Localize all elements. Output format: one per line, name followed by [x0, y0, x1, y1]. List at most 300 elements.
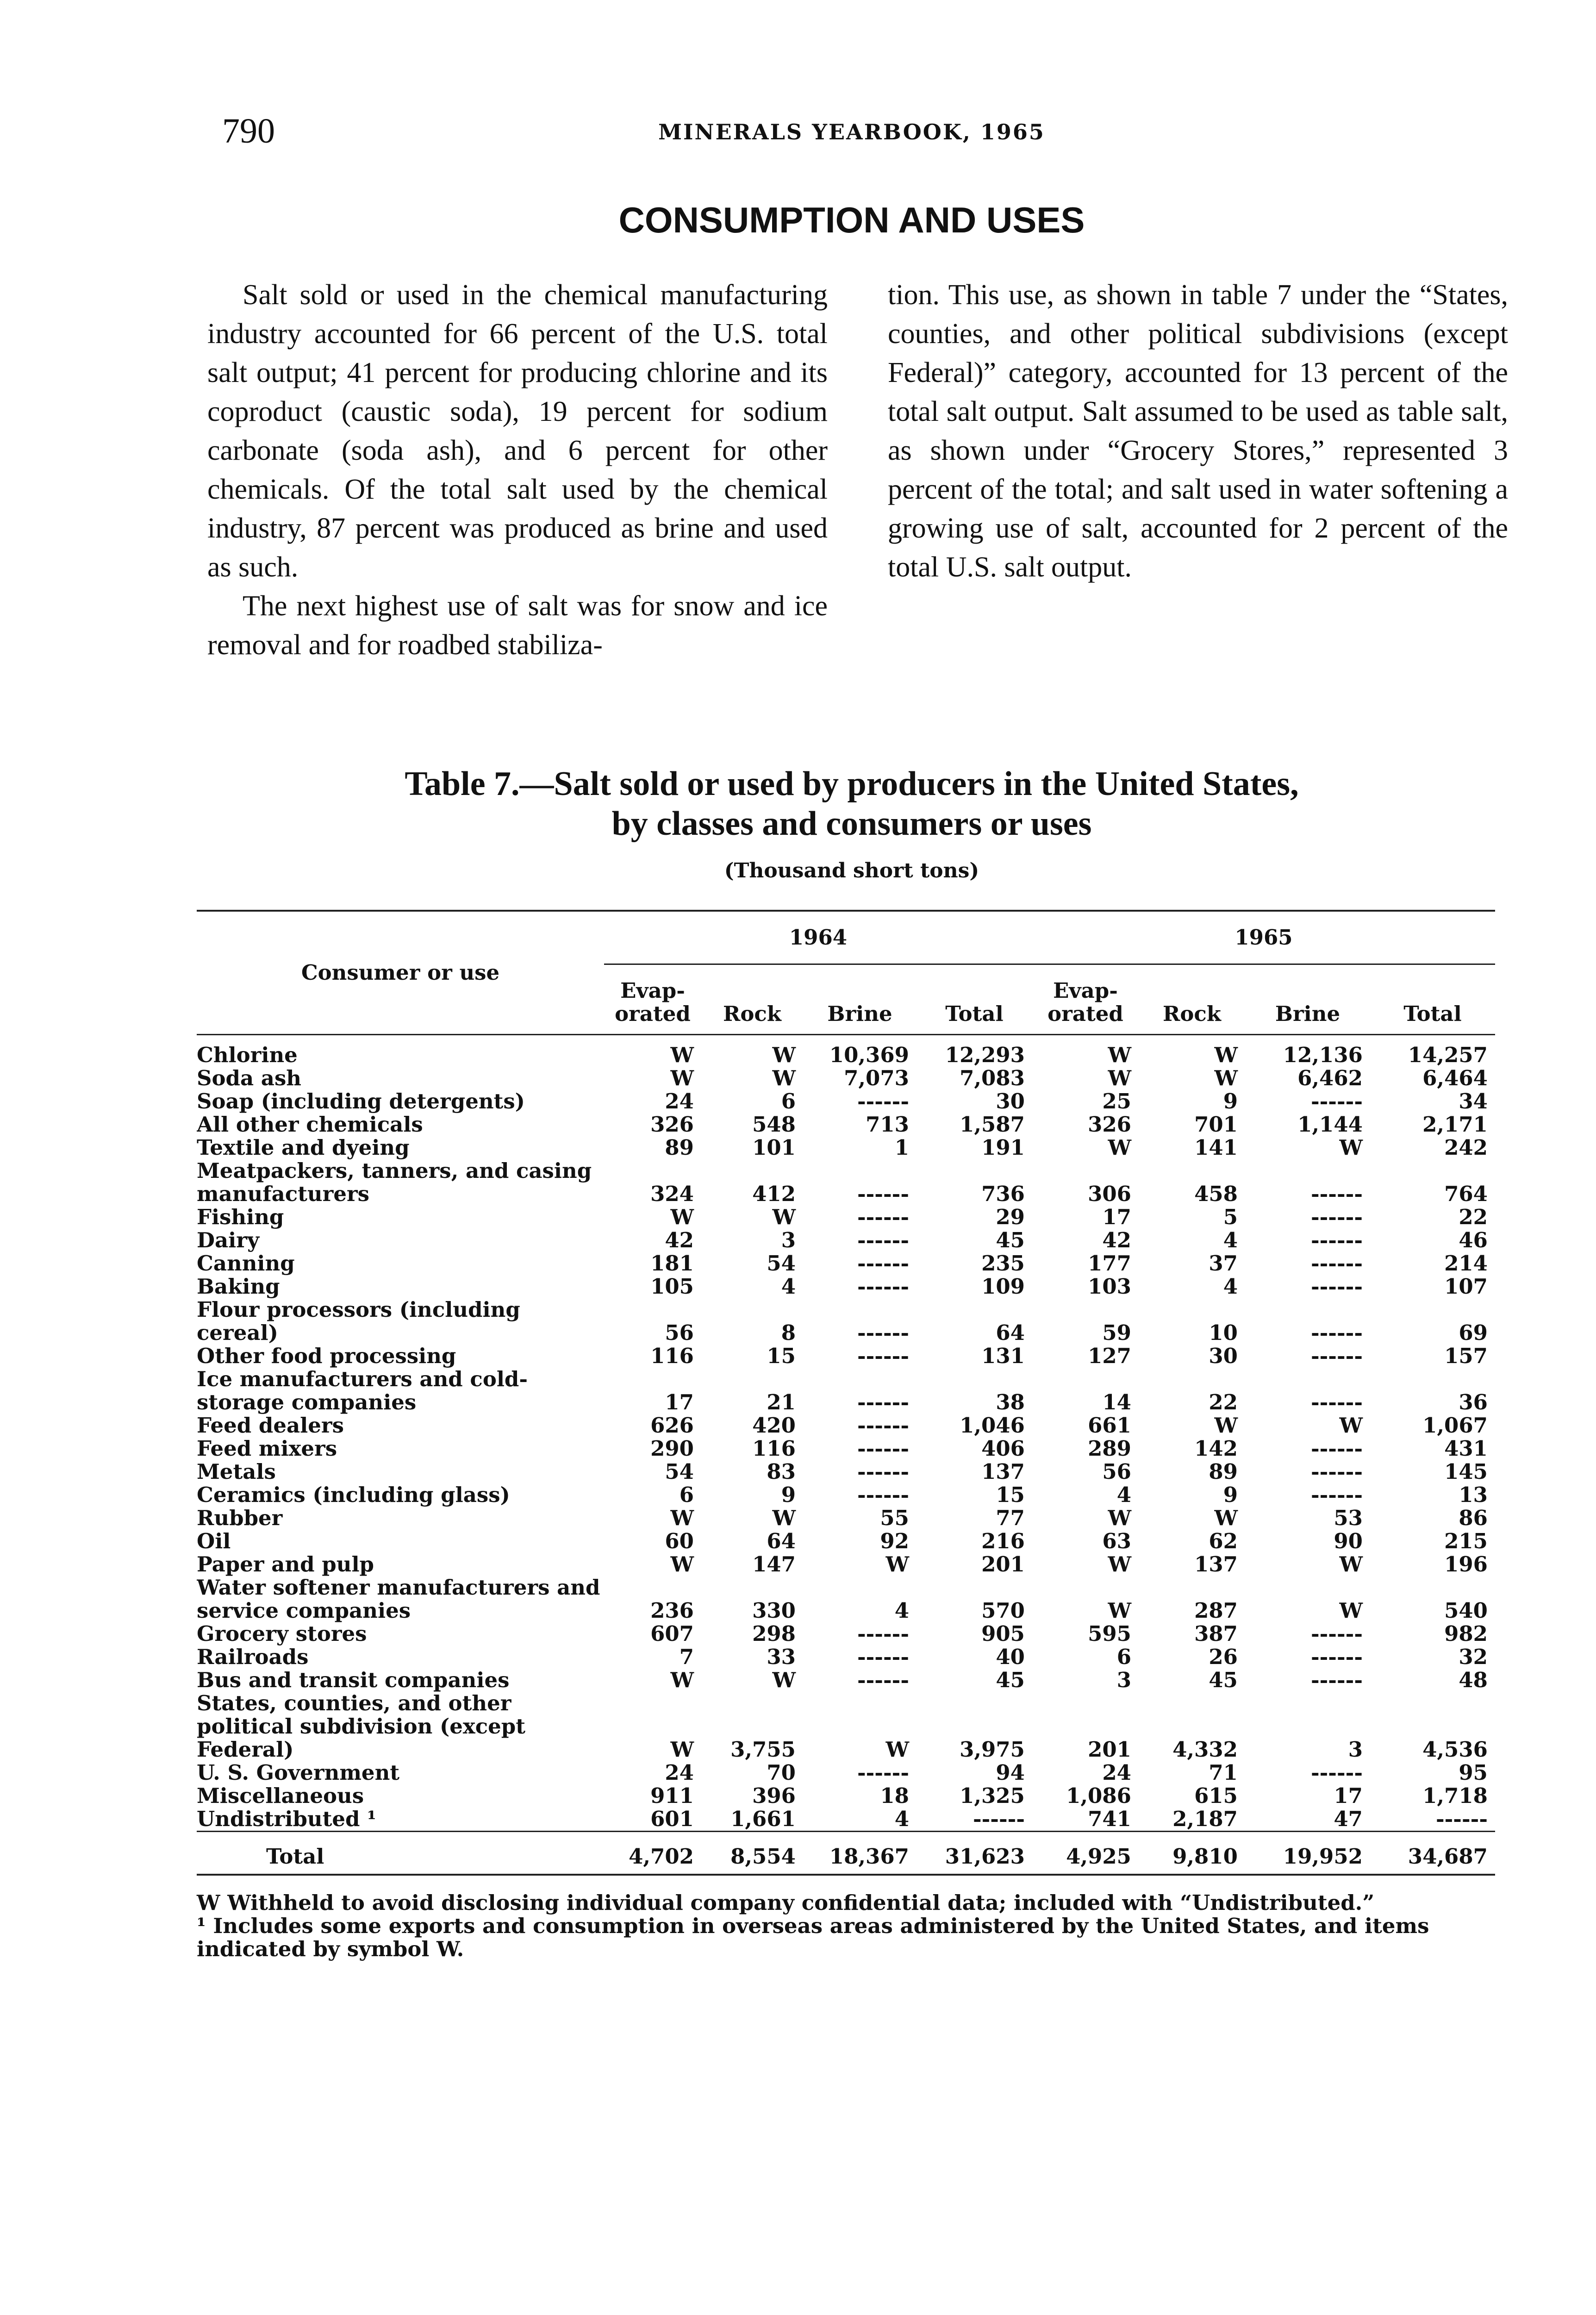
table-row — [197, 1808, 1495, 1832]
table-cell: W — [772, 1506, 796, 1530]
table-cell: 56 — [1102, 1459, 1131, 1484]
table-cell: 216 — [981, 1529, 1025, 1553]
table-cell: 18 — [880, 1783, 909, 1808]
table-cell: 982 — [1444, 1621, 1488, 1646]
table-cell: 3,755 — [730, 1737, 796, 1762]
column-header: Rock — [1139, 964, 1245, 1035]
table-cell: 14 — [1102, 1390, 1131, 1414]
footnote-w: W Withheld to avoid disclosing individual company confidential data; included with “Undistributed.” — [197, 1890, 1375, 1915]
paragraph: tion. This use, as shown in table 7 under the “States, counties, and other political subdivisions (except Federal)” category, accounted for 13 percent of the total salt output. Salt assumed to be used as table salt, as shown under “Grocery Stores,” represented 3 percent of the total; and salt used in water softening a growing use of salt, accounted for 2 percent of the total U.S. salt output. — [888, 279, 1508, 583]
table-cell: 90 — [1334, 1529, 1363, 1553]
table-cell: 4 — [894, 1807, 909, 1831]
table-cell: 701 — [1194, 1112, 1238, 1137]
table-cell: 141 — [1194, 1135, 1238, 1160]
table-cell: 741 — [1088, 1807, 1131, 1831]
column-header: Total — [1370, 964, 1495, 1035]
total-cell: 34,687 — [1370, 1832, 1495, 1875]
page-header — [204, 111, 1500, 157]
table-row — [197, 1113, 1495, 1136]
table-row — [197, 1136, 1495, 1159]
table-cell: 1,067 — [1422, 1413, 1488, 1438]
table-cell: 387 — [1194, 1621, 1238, 1646]
table-cell: ------ — [857, 1205, 909, 1229]
page-number: 790 — [222, 112, 275, 150]
total-cell: 8,554 — [701, 1832, 803, 1875]
row-label: Baking — [197, 1275, 280, 1298]
table-cell: 2,187 — [1172, 1807, 1238, 1831]
table-cell: 69 — [1459, 1320, 1488, 1345]
table-cell: 33 — [767, 1645, 796, 1669]
table-cell: 38 — [996, 1390, 1025, 1414]
total-cell: 19,952 — [1245, 1832, 1370, 1875]
table-cell: W — [670, 1552, 694, 1577]
table-cell: 298 — [752, 1621, 796, 1646]
table-cell: W — [670, 1066, 694, 1090]
table-cell: ------ — [857, 1390, 909, 1414]
column-header: Evap- orated — [1032, 964, 1139, 1035]
table-cell: W — [1214, 1043, 1238, 1067]
year-header-1964: 1964 — [604, 911, 1032, 964]
table-cell: ------ — [1310, 1760, 1363, 1785]
table-cell: 62 — [1209, 1529, 1238, 1553]
table-cell: W — [1214, 1413, 1238, 1438]
table-cell: W — [670, 1737, 694, 1762]
table-cell: 12,293 — [945, 1043, 1025, 1067]
table-cell: ------ — [857, 1228, 909, 1252]
section-title: CONSUMPTION AND USES — [618, 200, 1085, 240]
row-label: Chlorine — [197, 1043, 298, 1067]
table-cell: 56 — [665, 1320, 694, 1345]
table-cell: 21 — [767, 1390, 796, 1414]
table-cell: 540 — [1444, 1598, 1488, 1623]
table-cell: 64 — [767, 1529, 796, 1553]
row-label: Feed dealers — [197, 1414, 344, 1437]
table-cell: 235 — [981, 1251, 1025, 1276]
table-row — [197, 1507, 1495, 1530]
table-row — [197, 1206, 1495, 1229]
table-cell: 89 — [665, 1135, 694, 1160]
row-label: Meatpackers, tanners, and casing manufacturers — [197, 1159, 592, 1206]
table-cell: 626 — [650, 1413, 694, 1438]
table-cell: 94 — [996, 1760, 1025, 1785]
table-cell: W — [1214, 1506, 1238, 1530]
body-text — [207, 275, 1508, 664]
left-column — [207, 275, 828, 664]
table-cell: W — [772, 1066, 796, 1090]
table-cell: 116 — [650, 1344, 694, 1368]
table-body — [197, 1035, 1495, 1832]
table-cell: W — [772, 1043, 796, 1067]
table-row — [197, 1576, 1495, 1622]
table-cell: 326 — [650, 1112, 694, 1137]
table-cell: 60 — [665, 1529, 694, 1553]
table-cell: ------ — [1310, 1089, 1363, 1114]
table-cell: 7,073 — [844, 1066, 909, 1090]
table-cell: 42 — [1102, 1228, 1131, 1252]
table-cell: W — [1108, 1043, 1131, 1067]
column-header: Evap- orated — [604, 964, 701, 1035]
year-header-1965: 1965 — [1032, 911, 1495, 964]
table-cell: 63 — [1102, 1529, 1131, 1553]
table-cell: 177 — [1088, 1251, 1131, 1276]
row-label: Rubber — [197, 1507, 283, 1530]
table-cell: ------ — [1310, 1483, 1363, 1507]
table-cell: 6 — [781, 1089, 796, 1114]
table-cell: 1,325 — [960, 1783, 1025, 1808]
table-cell: ------ — [1310, 1645, 1363, 1669]
table-cell: ------ — [1310, 1344, 1363, 1368]
table-cell: 12,136 — [1283, 1043, 1363, 1067]
row-label: Ice manufacturers and cold-storage companies — [197, 1368, 528, 1414]
table-cell: 396 — [752, 1783, 796, 1808]
row-label: Canning — [197, 1252, 295, 1275]
table-cell: 6 — [679, 1483, 694, 1507]
row-label: Feed mixers — [197, 1437, 337, 1460]
table-row — [197, 1229, 1495, 1252]
table-cell: 607 — [650, 1621, 694, 1646]
table-cell: 420 — [752, 1413, 796, 1438]
table-cell: W — [1339, 1135, 1363, 1160]
row-label: Soap (including detergents) — [197, 1090, 525, 1113]
row-label: Textile and dyeing — [197, 1136, 410, 1159]
table-cell: 4,536 — [1422, 1737, 1488, 1762]
table-cell: 22 — [1459, 1205, 1488, 1229]
table-cell: ------ — [1310, 1621, 1363, 1646]
table-cell: 9 — [1223, 1483, 1238, 1507]
table-cell: ------ — [1310, 1205, 1363, 1229]
year-header-row — [197, 911, 1495, 964]
table-cell: 905 — [981, 1621, 1025, 1646]
table-cell: ------ — [1310, 1436, 1363, 1461]
table-cell: W — [1108, 1066, 1131, 1090]
table-cell: 1,144 — [1297, 1112, 1363, 1137]
row-label: Railroads — [197, 1646, 309, 1669]
total-label: Total — [197, 1832, 604, 1875]
table-cell: 14,257 — [1408, 1043, 1488, 1067]
table-cell: 431 — [1444, 1436, 1488, 1461]
table-cell: 47 — [1334, 1807, 1363, 1831]
table-cell: 290 — [650, 1436, 694, 1461]
table-cell: 330 — [752, 1598, 796, 1623]
table-cell: ------ — [1435, 1807, 1488, 1831]
table-cell: 109 — [981, 1274, 1025, 1299]
row-label: Other food processing — [197, 1345, 456, 1368]
consumer-or-use-header: Consumer or use — [197, 911, 604, 1035]
table-cell: ------ — [857, 1251, 909, 1276]
table-cell: 201 — [981, 1552, 1025, 1577]
table-cell: 42 — [665, 1228, 694, 1252]
table-cell: 8 — [781, 1320, 796, 1345]
table-cell: 4 — [894, 1598, 909, 1623]
table-cell: W — [1339, 1598, 1363, 1623]
table-cell: 214 — [1444, 1251, 1488, 1276]
table-cell: ------ — [857, 1436, 909, 1461]
table-cell: W — [885, 1552, 909, 1577]
table-cell: 13 — [1459, 1483, 1488, 1507]
table-cell: 236 — [650, 1598, 694, 1623]
table-cell: 101 — [752, 1135, 796, 1160]
table-cell: 17 — [665, 1390, 694, 1414]
table-row — [197, 1252, 1495, 1275]
table-cell: ------ — [973, 1807, 1025, 1831]
row-label: U. S. Government — [197, 1761, 400, 1784]
table-cell: 71 — [1209, 1760, 1238, 1785]
table-cell: 15 — [996, 1483, 1025, 1507]
table-row — [197, 1298, 1495, 1345]
table-cell: 736 — [981, 1182, 1025, 1206]
table-cell: 326 — [1088, 1112, 1131, 1137]
table-cell: 45 — [996, 1668, 1025, 1692]
table-cell: 45 — [1209, 1668, 1238, 1692]
table-cell: ------ — [857, 1089, 909, 1114]
table-cell: 10,369 — [829, 1043, 909, 1067]
table-cell: 764 — [1444, 1182, 1488, 1206]
table-cell: 661 — [1088, 1413, 1131, 1438]
row-label: Metals — [197, 1460, 276, 1483]
table-cell: 107 — [1444, 1274, 1488, 1299]
table-cell: ------ — [857, 1344, 909, 1368]
table-cell: ------ — [857, 1621, 909, 1646]
table-cell: 4,332 — [1172, 1737, 1238, 1762]
table-cell: 10 — [1209, 1320, 1238, 1345]
table-cell: 242 — [1444, 1135, 1488, 1160]
table-cell: 911 — [650, 1783, 694, 1808]
table-title-line: by classes and consumers or uses — [611, 805, 1092, 843]
table-cell: 89 — [1209, 1459, 1238, 1484]
footnotes — [197, 1891, 1495, 1961]
table-cell: 215 — [1444, 1529, 1488, 1553]
table-cell: ------ — [857, 1668, 909, 1692]
table-cell: 9 — [781, 1483, 796, 1507]
table-cell: ------ — [1310, 1320, 1363, 1345]
table-cell: ------ — [857, 1760, 909, 1785]
table-row — [197, 1090, 1495, 1113]
table-cell: W — [1108, 1598, 1131, 1623]
table-cell: 24 — [665, 1760, 694, 1785]
column-header: Brine — [803, 964, 916, 1035]
table-cell: ------ — [857, 1274, 909, 1299]
table-cell: 17 — [1334, 1783, 1363, 1808]
total-cell: 4,925 — [1032, 1832, 1139, 1875]
total-cell: 18,367 — [803, 1832, 916, 1875]
table-cell: 9 — [1223, 1089, 1238, 1114]
table-cell: ------ — [1310, 1668, 1363, 1692]
table-cell: 3 — [781, 1228, 796, 1252]
table-cell: 412 — [752, 1182, 796, 1206]
table-cell: 147 — [752, 1552, 796, 1577]
table-cell: 324 — [650, 1182, 694, 1206]
table-row — [197, 1646, 1495, 1669]
row-label: Bus and transit companies — [197, 1669, 510, 1692]
table-cell: 26 — [1209, 1645, 1238, 1669]
right-column — [888, 275, 1508, 664]
table-cell: 615 — [1194, 1783, 1238, 1808]
row-label: Soda ash — [197, 1067, 302, 1090]
table-cell: 4 — [1223, 1274, 1238, 1299]
paragraph: Salt sold or used in the chemical manufacturing industry accounted for 66 percent of the U.S. total salt output; 41 percent for producing chlorine and its coproduct (caustic soda), 19 percent for sodium carbonate (soda ash), and 6 percent for other chemicals. Of the total salt used by the chemical industry, 87 percent was produced as brine and used as such. — [207, 279, 828, 583]
table-cell: 6,464 — [1422, 1066, 1488, 1090]
table-row — [197, 1784, 1495, 1808]
table-cell: 306 — [1088, 1182, 1131, 1206]
table-cell: 3,975 — [960, 1737, 1025, 1762]
row-label: Dairy — [197, 1229, 260, 1252]
table-row — [197, 1483, 1495, 1507]
table-cell: 1,661 — [730, 1807, 796, 1831]
table-cell: W — [885, 1737, 909, 1762]
total-cell: 31,623 — [916, 1832, 1032, 1875]
paragraph: The next highest use of salt was for snow and ice removal and for roadbed stabiliza- — [207, 590, 828, 661]
table-cell: 6,462 — [1297, 1066, 1363, 1090]
table-cell: ------ — [857, 1320, 909, 1345]
table-cell: 7,083 — [960, 1066, 1025, 1090]
table-cell: 201 — [1088, 1737, 1131, 1762]
table-cell: 116 — [752, 1436, 796, 1461]
table-row — [197, 1460, 1495, 1483]
table-cell: 53 — [1334, 1506, 1363, 1530]
total-row — [197, 1832, 1495, 1875]
table-cell: 48 — [1459, 1668, 1488, 1692]
table-cell: 103 — [1088, 1274, 1131, 1299]
table-cell: 95 — [1459, 1760, 1488, 1785]
row-label: Water softener manufacturers and service companies — [197, 1576, 600, 1622]
table-cell: 1,587 — [960, 1112, 1025, 1137]
table-cell: 406 — [981, 1436, 1025, 1461]
table-cell: 55 — [880, 1506, 909, 1530]
table-cell: 1 — [894, 1135, 909, 1160]
table-cell: ------ — [1310, 1390, 1363, 1414]
table-cell: W — [670, 1506, 694, 1530]
row-label: States, counties, and other political subdivision (except Federal) — [197, 1692, 526, 1761]
row-label: Flour processors (including cereal) — [197, 1298, 520, 1345]
table-row — [197, 1692, 1495, 1761]
table-cell: 289 — [1088, 1436, 1131, 1461]
table-cell: 70 — [767, 1760, 796, 1785]
table-cell: 570 — [981, 1598, 1025, 1623]
table-cell: 713 — [866, 1112, 909, 1137]
table-cell: ------ — [857, 1645, 909, 1669]
table-cell: W — [1108, 1506, 1131, 1530]
table-cell: 30 — [1209, 1344, 1238, 1368]
table-cell: ------ — [857, 1459, 909, 1484]
table-cell: 7 — [679, 1645, 694, 1669]
table-cell: 3 — [1116, 1668, 1131, 1692]
table-cell: ------ — [857, 1413, 909, 1438]
table-cell: W — [1339, 1552, 1363, 1577]
table-row — [197, 1345, 1495, 1368]
total-cell: 4,702 — [604, 1832, 701, 1875]
table-cell: 25 — [1102, 1089, 1131, 1114]
table-cell: 181 — [650, 1251, 694, 1276]
table-cell: ------ — [857, 1182, 909, 1206]
table-cell: 137 — [1194, 1552, 1238, 1577]
table-cell: W — [1108, 1135, 1131, 1160]
table-cell: 86 — [1459, 1506, 1488, 1530]
table-row — [197, 1159, 1495, 1206]
table-cell: 4 — [1223, 1228, 1238, 1252]
table-cell: 131 — [981, 1344, 1025, 1368]
table-cell: ------ — [1310, 1228, 1363, 1252]
table-cell: W — [670, 1668, 694, 1692]
table-cell: 3 — [1348, 1737, 1363, 1762]
table-cell: 34 — [1459, 1089, 1488, 1114]
table-cell: W — [1214, 1066, 1238, 1090]
table-cell: 37 — [1209, 1251, 1238, 1276]
table-cell: 2,171 — [1422, 1112, 1488, 1137]
table-cell: 15 — [767, 1344, 796, 1368]
table-cell: 1,086 — [1066, 1783, 1131, 1808]
row-label: Miscellaneous — [197, 1784, 364, 1808]
table-cell: W — [1339, 1413, 1363, 1438]
table-cell: 77 — [996, 1506, 1025, 1530]
table-cell: 191 — [981, 1135, 1025, 1160]
table-cell: 137 — [981, 1459, 1025, 1484]
running-title: MINERALS YEARBOOK, 1965 — [658, 119, 1045, 144]
table-row — [197, 1669, 1495, 1692]
table-cell: 595 — [1088, 1621, 1131, 1646]
row-label: Fishing — [197, 1206, 284, 1229]
row-label: Grocery stores — [197, 1622, 367, 1646]
table-row — [197, 1035, 1495, 1067]
table-title — [204, 764, 1500, 844]
table-cell: ------ — [1310, 1459, 1363, 1484]
table-cell: 458 — [1194, 1182, 1238, 1206]
table-cell: 24 — [665, 1089, 694, 1114]
table-cell: W — [670, 1043, 694, 1067]
table-cell: 142 — [1194, 1436, 1238, 1461]
row-label: Ceramics (including glass) — [197, 1483, 510, 1507]
column-header: Brine — [1245, 964, 1370, 1035]
table-cell: W — [670, 1205, 694, 1229]
table-cell: 83 — [767, 1459, 796, 1484]
table-cell: 36 — [1459, 1390, 1488, 1414]
salt-consumption-table — [197, 910, 1495, 1876]
table-cell: 196 — [1444, 1552, 1488, 1577]
table-cell: 157 — [1444, 1344, 1488, 1368]
table-cell: 145 — [1444, 1459, 1488, 1484]
table-row — [197, 1368, 1495, 1414]
table-cell: 4 — [1116, 1483, 1131, 1507]
table-cell: 601 — [650, 1807, 694, 1831]
table-cell: 105 — [650, 1274, 694, 1299]
row-label: Paper and pulp — [197, 1553, 374, 1576]
table-cell: 127 — [1088, 1344, 1131, 1368]
table-cell: 46 — [1459, 1228, 1488, 1252]
table-cell: ------ — [1310, 1251, 1363, 1276]
row-label: All other chemicals — [197, 1113, 423, 1136]
table-title-line: Table 7.—Salt sold or used by producers in the United States, — [405, 765, 1299, 803]
table-cell: 32 — [1459, 1645, 1488, 1669]
table-cell: 40 — [996, 1645, 1025, 1669]
table-cell: W — [772, 1668, 796, 1692]
table-cell: 1,046 — [960, 1413, 1025, 1438]
table-cell: 1,718 — [1422, 1783, 1488, 1808]
table-row — [197, 1553, 1495, 1576]
table-cell: 54 — [665, 1459, 694, 1484]
table-cell: ------ — [857, 1483, 909, 1507]
table-cell: 5 — [1223, 1205, 1238, 1229]
table-cell: 287 — [1194, 1598, 1238, 1623]
column-header: Rock — [701, 964, 803, 1035]
table-units: (Thousand short tons) — [724, 859, 979, 882]
table-cell: 24 — [1102, 1760, 1131, 1785]
table-cell: 29 — [996, 1205, 1025, 1229]
table-cell: 6 — [1116, 1645, 1131, 1669]
table-row — [197, 1437, 1495, 1460]
table-cell: 54 — [767, 1251, 796, 1276]
table-cell: 64 — [996, 1320, 1025, 1345]
table-cell: 59 — [1102, 1320, 1131, 1345]
table-cell: ------ — [1310, 1274, 1363, 1299]
